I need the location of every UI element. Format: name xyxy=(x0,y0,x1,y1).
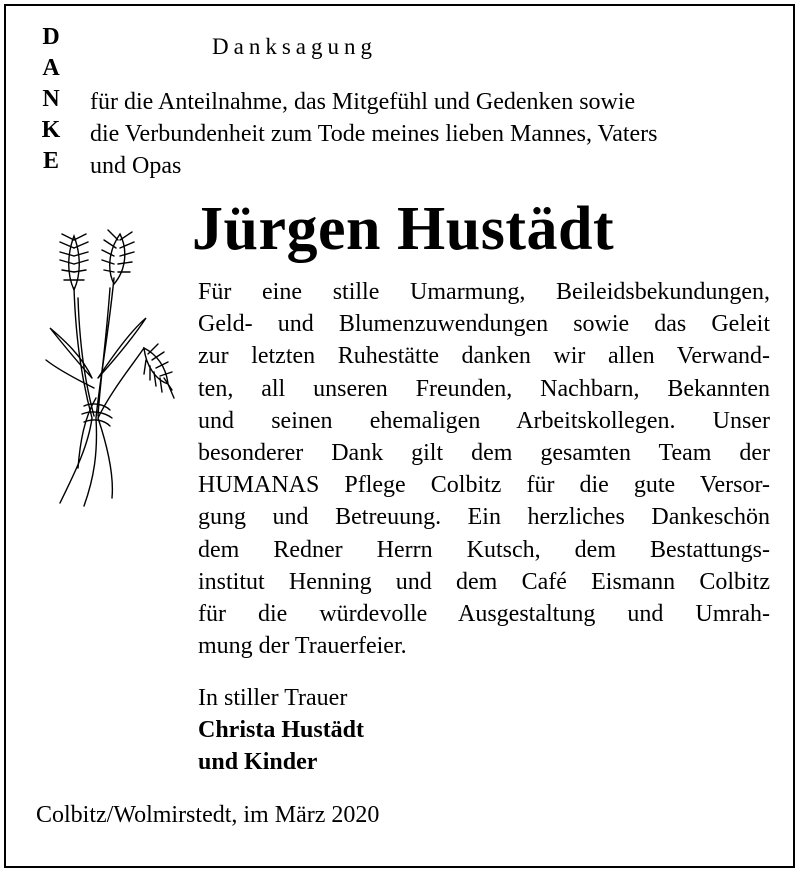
body-text xyxy=(198,276,770,662)
danke-vertical-word xyxy=(36,22,66,177)
body-line: und seinen ehemaligen Arbeitskollegen. Unser xyxy=(198,407,770,434)
wheat-sheaf-icon xyxy=(34,228,179,513)
body-line: gung und Betreuung. Ein herzliches Dankeschön xyxy=(198,504,770,531)
body-line: Für eine stille Umarmung, Beileidsbekundungen, xyxy=(198,279,770,305)
intro-line: die Verbundenheit zum Tode meines lieben Mannes, Vaters xyxy=(90,121,658,147)
body-line: mung der Trauerfeier. xyxy=(198,633,407,660)
danke-letter: K xyxy=(41,117,61,143)
signoff-intro: In stiller Trauer xyxy=(198,685,348,711)
danke-letter: D xyxy=(42,24,60,50)
body-line: ten, all unseren Freunden, Nachbarn, Bekannten xyxy=(198,375,770,402)
obituary-card xyxy=(4,4,795,868)
body-line: zur letzten Ruhestätte danken wir allen Verwand- xyxy=(198,343,770,370)
deceased-name: Jürgen Hustädt xyxy=(192,195,615,263)
danke-letter: E xyxy=(42,148,59,174)
intro-line: für die Anteilnahme, das Mitgefühl und Gedenken sowie xyxy=(90,89,636,115)
intro-line: und Opas xyxy=(90,153,182,179)
signoff-family: und Kinder xyxy=(198,749,318,775)
signoff-name: Christa Hustädt xyxy=(198,717,365,743)
danke-letter: A xyxy=(42,55,60,81)
signoff xyxy=(198,682,364,778)
body-line: dem Redner Herrn Kutsch, dem Bestattungs- xyxy=(198,536,770,563)
intro-text xyxy=(90,86,790,182)
body-line: HUMANAS Pflege Colbitz für die gute Versor- xyxy=(198,472,770,499)
heading-danksagung: Danksagung xyxy=(212,34,377,59)
body-line: für die würdevolle Ausgestaltung und Umrah- xyxy=(198,601,770,628)
place-date: Colbitz/Wolmirstedt, im März 2020 xyxy=(36,802,380,828)
body-line: Geld- und Blumenzuwendungen sowie das Geleit xyxy=(198,311,770,338)
body-line: institut Henning und dem Café Eismann Colbitz xyxy=(198,568,770,595)
danke-letter: N xyxy=(42,86,60,112)
body-line: besonderer Dank gilt dem gesamten Team der xyxy=(198,440,770,467)
